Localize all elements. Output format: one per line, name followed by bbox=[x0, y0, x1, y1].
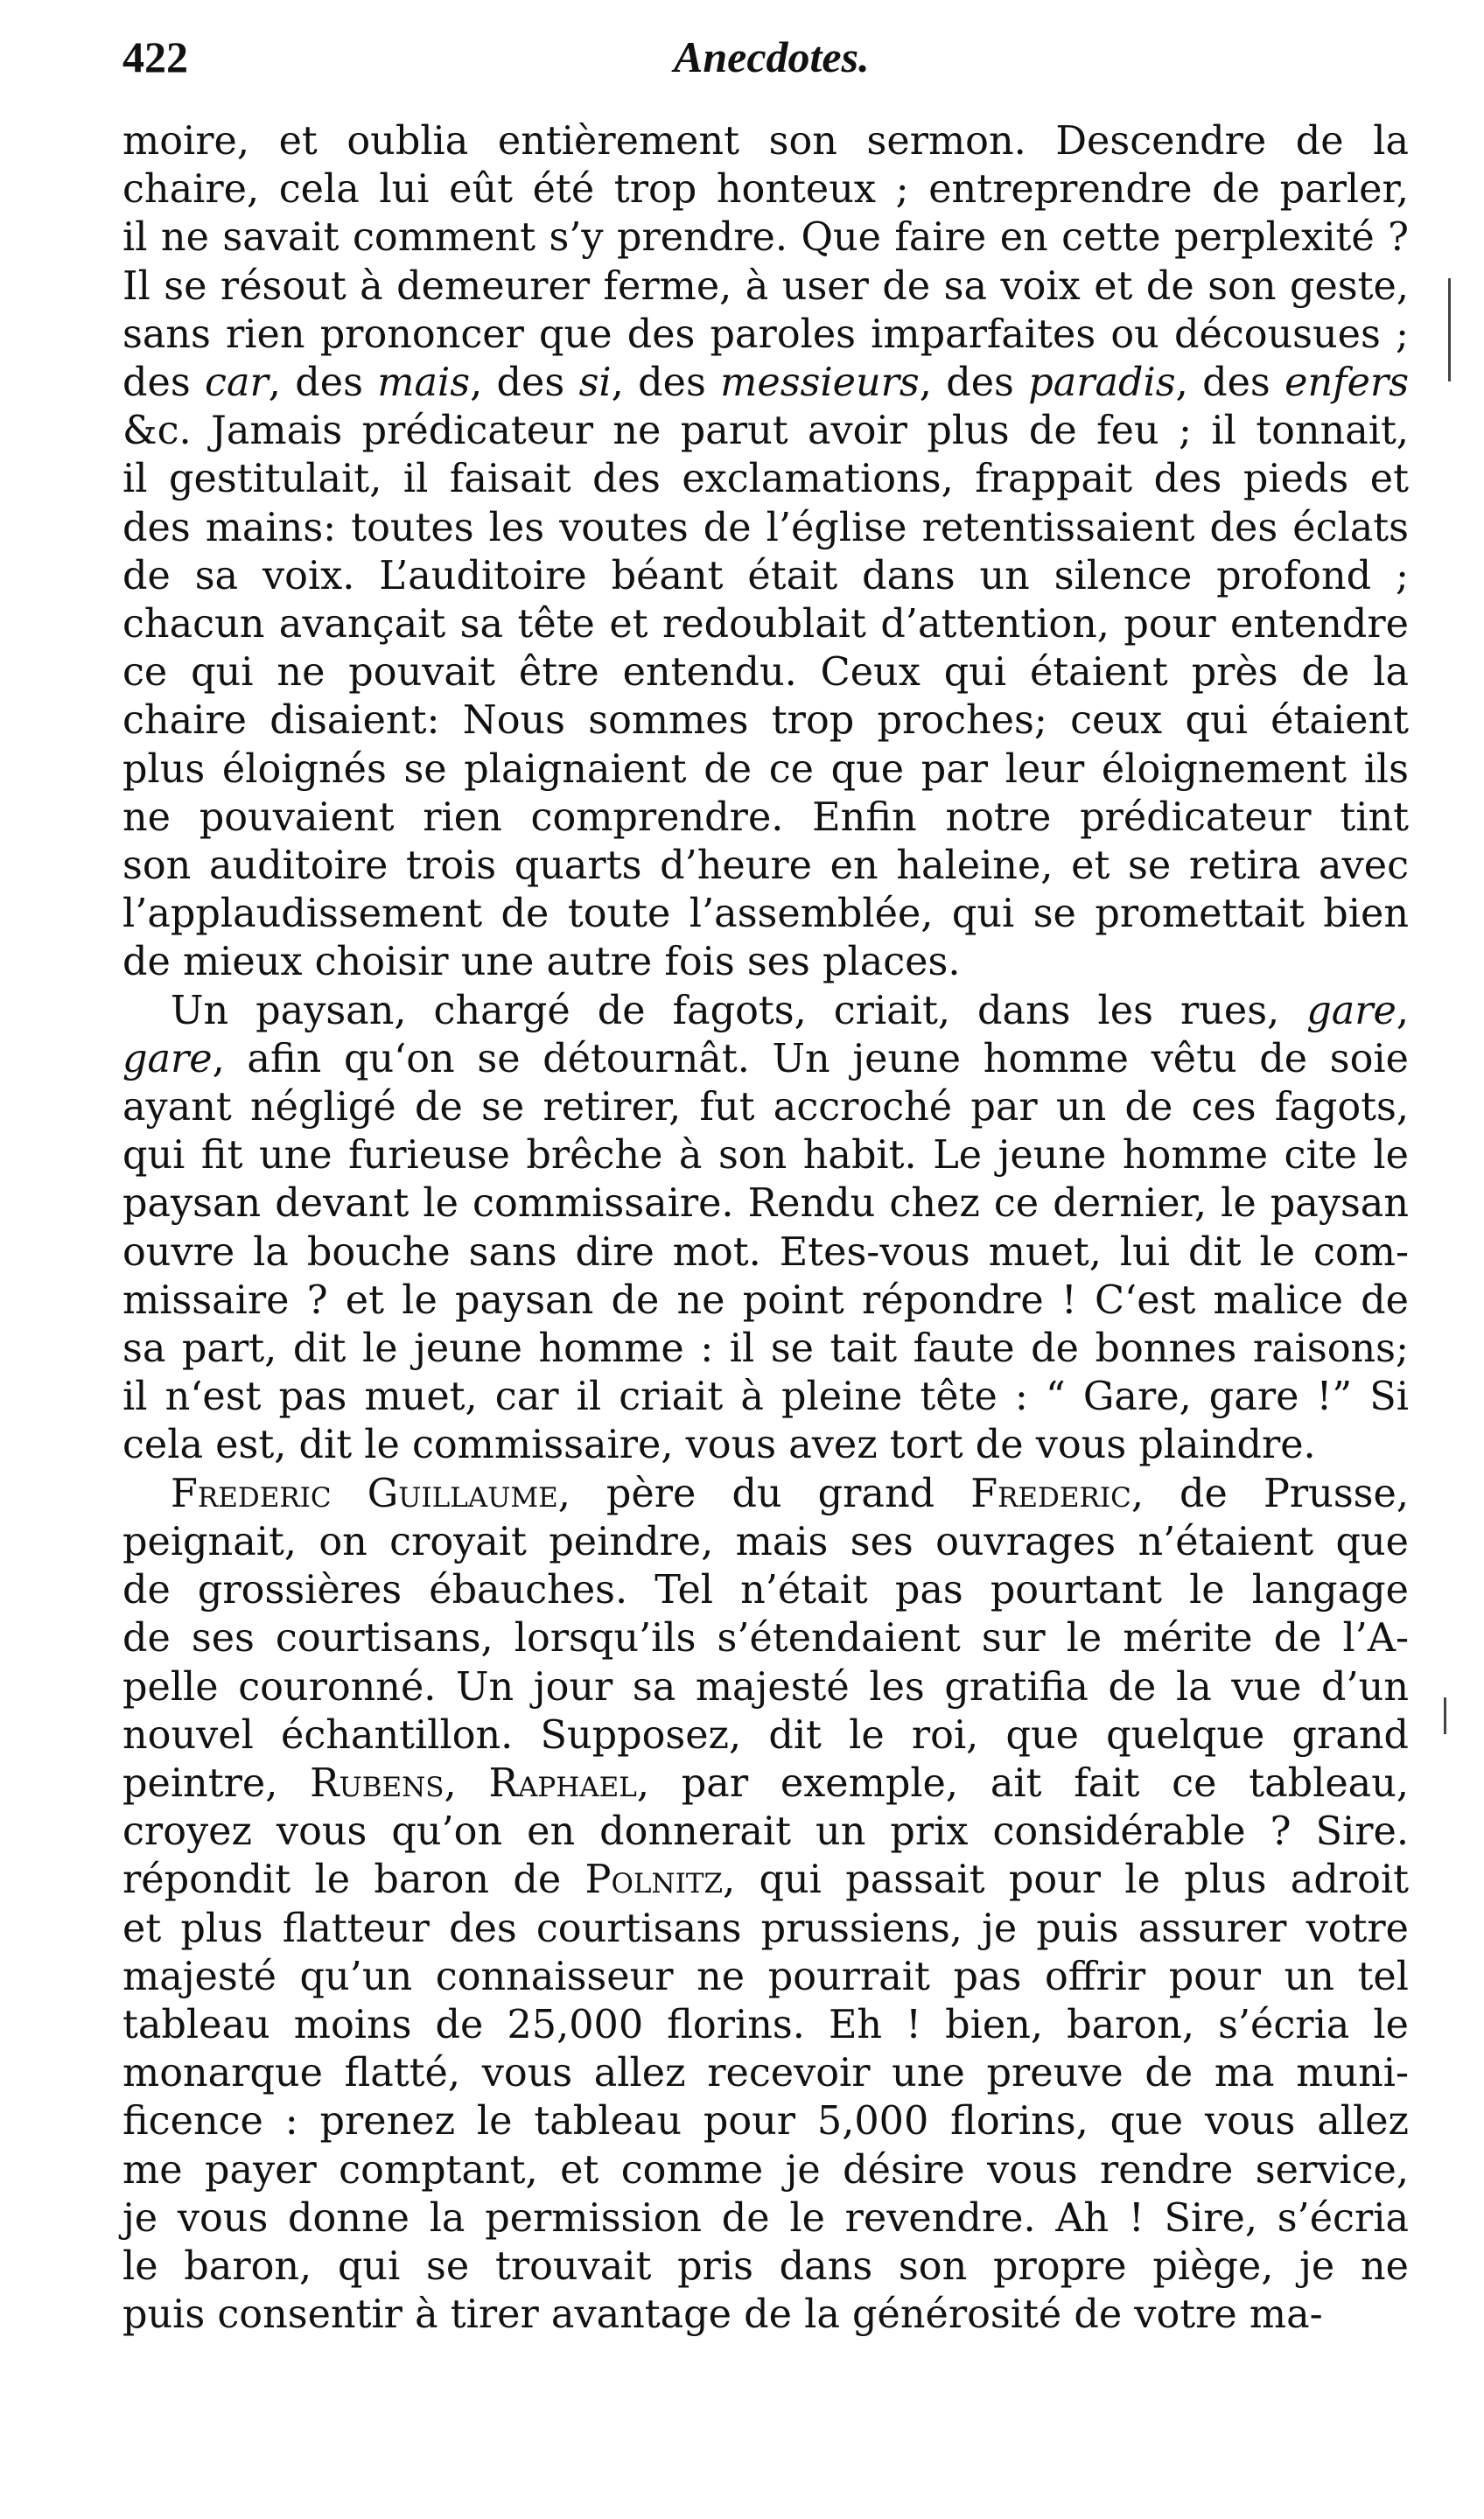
text-run: il gestitulait, il faisait des exclamations, frappait des pieds et bbox=[122, 457, 1409, 502]
text-run: des mains: toutes les voutes de l’église retentissaient des éclats bbox=[122, 505, 1409, 550]
text-run: de ses courtisans, lorsqu’ils s’étendaient sur le mérite de l’A- bbox=[122, 1616, 1409, 1662]
text-run: pelle couronné. Un jour sa majesté les gratifia de la vue d’un bbox=[122, 1664, 1409, 1710]
text-run: ouvre la bouche sans dire mot. Etes-vous muet, lui dit le com- bbox=[122, 1229, 1409, 1275]
text-line bbox=[122, 1760, 1409, 1808]
italic-term: mais bbox=[377, 360, 471, 406]
text-line bbox=[122, 648, 1409, 696]
text-run: , afin qu‘on se détournât. Un jeune homme vêtu de soie bbox=[212, 1036, 1409, 1081]
text-line bbox=[122, 1614, 1409, 1662]
text-line bbox=[122, 794, 1409, 842]
text-line bbox=[122, 745, 1409, 794]
text-run: , de Prusse, bbox=[1130, 1471, 1409, 1516]
text-run: croyez vous qu’on en donnerait un prix considérable ? Sire. bbox=[122, 1809, 1409, 1855]
text-run: , bbox=[444, 1760, 489, 1806]
text-line bbox=[122, 455, 1409, 503]
text-run: paysan devant le commissaire. Rendu chez ce dernier, le paysan bbox=[122, 1181, 1409, 1227]
text-run: ficence : prenez le tableau pour 5,000 florins, que vous allez bbox=[122, 2099, 1409, 2145]
text-run: , par exemple, ait fait ce tableau, bbox=[636, 1760, 1409, 1806]
page-number: 422 bbox=[122, 32, 188, 81]
paragraph bbox=[122, 117, 1409, 987]
text-line bbox=[122, 938, 1409, 986]
text-run: , des bbox=[470, 360, 579, 406]
text-run: l’applaudissement de toute l’assemblée, qui se promettait bien bbox=[122, 892, 1409, 937]
text-run: ne pouvaient rien comprendre. Enfin notre prédicateur tint bbox=[122, 794, 1409, 840]
text-line bbox=[122, 2146, 1409, 2194]
text-line bbox=[122, 1035, 1409, 1083]
text-run: , des bbox=[268, 360, 378, 406]
text-run: Il se résout à demeurer ferme, à user de sa voix et de son geste, bbox=[122, 263, 1409, 309]
margin-mark bbox=[1444, 1697, 1446, 1734]
text-line bbox=[122, 2097, 1409, 2145]
italic-term: gare bbox=[122, 1036, 213, 1081]
text-run: répondit le baron de bbox=[122, 1858, 585, 1903]
text-run: et plus flatteur des courtisans prussiens, je puis assurer votre bbox=[122, 1906, 1409, 1951]
running-head: Anecdotes. bbox=[674, 32, 870, 81]
text-line bbox=[122, 1905, 1409, 1953]
text-line bbox=[122, 1325, 1409, 1373]
italic-term: enfers bbox=[1284, 360, 1410, 406]
text-run: des bbox=[122, 360, 206, 406]
text-line bbox=[122, 1421, 1409, 1469]
italic-term: gare bbox=[1306, 988, 1396, 1033]
text-line bbox=[122, 1856, 1409, 1904]
text-run: , des bbox=[919, 360, 1029, 406]
text-run: ayant négligé de se retirer, fut accroché par un de ces fagots, bbox=[122, 1085, 1409, 1130]
text-line bbox=[122, 504, 1409, 552]
page-header bbox=[122, 26, 1391, 87]
text-run: , des bbox=[1175, 360, 1285, 406]
text-run: tableau moins de 25,000 florins. Eh ! bien, baron, s’écria le bbox=[122, 2002, 1409, 2047]
text-line bbox=[122, 213, 1409, 262]
text-run: de mieux choisir une autre fois ses places. bbox=[122, 940, 961, 985]
paragraph bbox=[122, 1470, 1409, 2340]
italic-term: si bbox=[578, 360, 612, 406]
text-run: plus éloignés se plaignaient de ce que par leur éloignement ils bbox=[122, 746, 1409, 792]
text-run: moire, et oublia entièrement son sermon. Descendre de la bbox=[122, 119, 1409, 164]
text-run: il n‘est pas muet, car il criait à pleine tête : “ Gare, gare !” Si bbox=[122, 1375, 1409, 1420]
text-line bbox=[122, 117, 1409, 165]
text-line bbox=[122, 1083, 1409, 1131]
text-line bbox=[122, 2194, 1409, 2243]
text-run: me payer comptant, et comme je désire vous rendre service, bbox=[122, 2147, 1409, 2193]
text-line bbox=[122, 987, 1409, 1035]
text-run: qui fit une furieuse brêche à son habit. Le jeune homme cite le bbox=[122, 1133, 1409, 1179]
text-line bbox=[122, 1953, 1409, 2001]
text-run: , des bbox=[611, 360, 721, 406]
text-line bbox=[122, 359, 1409, 407]
paragraph bbox=[122, 987, 1409, 1470]
text-line bbox=[122, 1228, 1409, 1277]
text-run: chacun avançait sa tête et redoublait d’attention, pour entendre bbox=[122, 602, 1409, 647]
italic-term: car bbox=[205, 360, 269, 406]
text-run: majesté qu’un connaisseur ne pourrait pas offrir pour un tel bbox=[122, 1954, 1409, 1999]
text-run: Un paysan, chargé de fagots, criait, dans les rues, bbox=[171, 988, 1307, 1033]
text-run: &c. Jamais prédicateur ne parut avoir plus de feu ; il tonnait, bbox=[122, 409, 1409, 454]
text-line bbox=[122, 1277, 1409, 1325]
text-line bbox=[122, 165, 1409, 213]
text-line bbox=[122, 311, 1409, 359]
text-run: cela est, dit le commissaire, vous avez tort de vous plaindre. bbox=[122, 1423, 1316, 1468]
text-line bbox=[122, 2049, 1409, 2097]
text-run: peintre, bbox=[122, 1760, 311, 1806]
text-line bbox=[122, 600, 1409, 648]
margin-mark bbox=[1448, 278, 1451, 381]
text-line bbox=[122, 890, 1409, 938]
text-line bbox=[122, 2001, 1409, 2049]
text-run: de sa voix. L’auditoire béant était dans un silence profond ; bbox=[122, 553, 1409, 598]
proper-name: Frederic bbox=[970, 1471, 1131, 1516]
text-run: il ne savait comment s’y prendre. Que faire en cette perplexité ? bbox=[122, 215, 1409, 261]
proper-name: Polnitz bbox=[584, 1858, 724, 1903]
italic-term: messieurs bbox=[720, 360, 920, 406]
proper-name: Raphael bbox=[488, 1760, 637, 1806]
text-run: de grossières ébauches. Tel n’était pas pourtant le langage bbox=[122, 1568, 1409, 1613]
text-run: ce qui ne pouvait être entendu. Ceux qui étaient près de la bbox=[122, 650, 1409, 696]
proper-name: Rubens bbox=[310, 1760, 444, 1806]
text-line bbox=[122, 407, 1409, 455]
text-line bbox=[122, 1663, 1409, 1711]
text-line bbox=[122, 262, 1409, 311]
text-line bbox=[122, 2291, 1409, 2339]
text-line bbox=[122, 1373, 1409, 1421]
text-line bbox=[122, 2243, 1409, 2291]
text-line bbox=[122, 1470, 1409, 1518]
text-run: peignait, on croyait peindre, mais ses ouvrages n’étaient que bbox=[122, 1519, 1409, 1564]
text-run: chaire, cela lui eût été trop honteux ; entreprendre de parler, bbox=[122, 167, 1409, 213]
text-line bbox=[122, 1711, 1409, 1760]
text-run: je vous donne la permission de le revendre. Ah ! Sire, s’écria bbox=[122, 2195, 1409, 2241]
text-line bbox=[122, 1179, 1409, 1228]
text-run: son auditoire trois quarts d’heure en haleine, et se retira avec bbox=[122, 843, 1409, 889]
text-run: , qui passait pour le plus adroit bbox=[723, 1858, 1409, 1903]
text-line bbox=[122, 1131, 1409, 1179]
text-line bbox=[122, 1566, 1409, 1614]
italic-term: paradis bbox=[1028, 360, 1176, 406]
text-run: le baron, qui se trouvait pris dans son propre piège, je ne bbox=[122, 2243, 1409, 2289]
text-line bbox=[122, 1808, 1409, 1856]
text-run: sa part, dit le jeune homme : il se tait faute de bonnes raisons; bbox=[122, 1326, 1409, 1372]
text-run: sans rien prononcer que des paroles imparfaites ou décousues ; bbox=[122, 311, 1409, 357]
text-run: , père du grand bbox=[557, 1471, 971, 1516]
text-run: monarque flatté, vous allez recevoir une preuve de ma muni- bbox=[122, 2051, 1409, 2096]
text-run: , bbox=[1396, 988, 1409, 1033]
text-run: puis consentir à tirer avantage de la générosité de votre ma- bbox=[122, 2292, 1323, 2338]
text-run: nouvel échantillon. Supposez, dit le roi, que quelque grand bbox=[122, 1712, 1409, 1758]
text-run: chaire disaient: Nous sommes trop proches; ceux qui étaient bbox=[122, 698, 1409, 744]
text-line bbox=[122, 842, 1409, 890]
proper-name: Frederic Guillaume bbox=[171, 1471, 558, 1516]
text-line bbox=[122, 696, 1409, 745]
text-line bbox=[122, 1518, 1409, 1566]
text-run: missaire ? et le paysan de ne point répondre ! C‘est malice de bbox=[122, 1277, 1409, 1323]
text-line bbox=[122, 552, 1409, 600]
body-text bbox=[122, 117, 1409, 2339]
